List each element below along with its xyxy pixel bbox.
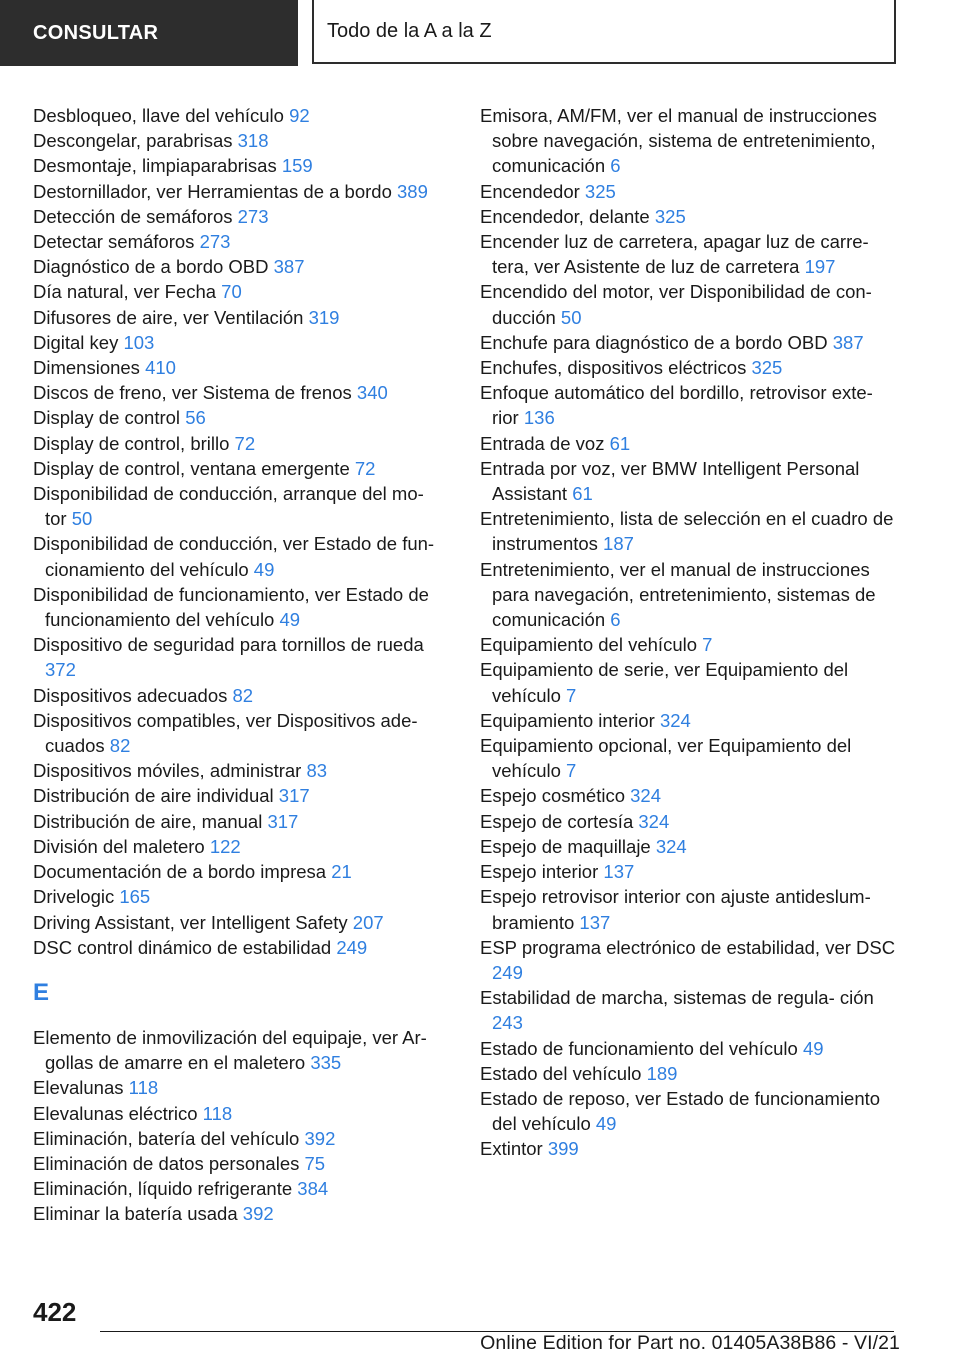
index-entry-term: Extintor [480, 1138, 543, 1160]
index-entry-term: Estabilidad de marcha, sistemas de regula‐ ción [480, 987, 874, 1009]
page-link[interactable]: 389 [397, 180, 428, 202]
index-entry-term: Estado del vehículo [480, 1062, 642, 1084]
index-entry [480, 809, 898, 834]
index-entry [33, 481, 448, 531]
index-entry-term: Equipamiento interior [480, 709, 655, 731]
index-entry [33, 1101, 448, 1126]
page-link[interactable]: 324 [655, 835, 687, 857]
index-entry [480, 657, 898, 707]
page-link[interactable]: 410 [145, 357, 176, 379]
index-entry-term: Encendedor, delante [480, 205, 650, 227]
page-link[interactable]: 49 [595, 1113, 617, 1135]
index-entry [480, 380, 898, 430]
index-entry [33, 834, 448, 859]
page-link[interactable]: 249 [336, 936, 368, 958]
index-entry [480, 783, 898, 808]
index-entry-term: Display de control, brillo [33, 432, 230, 454]
page-link[interactable]: 50 [71, 508, 93, 530]
page-link[interactable]: 319 [308, 306, 340, 328]
index-entry [33, 305, 448, 330]
page-link[interactable]: 56 [185, 407, 206, 429]
page-link[interactable]: 387 [832, 331, 864, 353]
index-entry [480, 935, 898, 985]
index-entry [480, 1036, 898, 1061]
page-link[interactable]: 372 [45, 659, 76, 681]
index-entry [480, 103, 898, 179]
index-entry [480, 985, 898, 1035]
index-entry-term: Dispositivos móviles, administrar [33, 760, 302, 782]
page-link[interactable]: 317 [267, 810, 299, 832]
index-entry [480, 834, 898, 859]
index-column-left [33, 103, 448, 1227]
index-entry-term: Elevalunas [33, 1077, 124, 1099]
index-entry [33, 103, 448, 128]
page-link[interactable]: 61 [572, 483, 593, 505]
page-link[interactable]: 325 [584, 180, 616, 202]
index-entry [33, 456, 448, 481]
index-entry-term: Eliminación de datos personales [33, 1152, 300, 1174]
index-entry [33, 128, 448, 153]
index-entry-term: Espejo cosmético [480, 785, 625, 807]
index-entry-term: Disponibilidad de conducción, ver Estado de fun‐ cionamiento del vehículo [33, 533, 435, 580]
index-entry [33, 582, 448, 632]
index-entry [33, 330, 448, 355]
page-link[interactable]: 122 [209, 835, 241, 857]
index-entry-term: Documentación de a bordo impresa [33, 861, 327, 883]
index-entry [480, 330, 898, 355]
page-link[interactable]: 340 [356, 382, 388, 404]
index-entry-term: Dispositivos adecuados [33, 684, 228, 706]
index-entry-term: Entretenimiento, ver el manual de instrucciones para navegación, entretenimiento, sistemas de comunicación [480, 558, 876, 631]
index-entry [480, 884, 898, 934]
page-link[interactable]: 187 [603, 533, 634, 555]
page-link[interactable]: 6 [610, 609, 621, 631]
index-entry-term: Dimensiones [33, 357, 140, 379]
index-entry [33, 809, 448, 834]
page-link[interactable]: 197 [804, 256, 836, 278]
page-link[interactable]: 7 [702, 634, 713, 656]
chapter-tab-label: Todo de la A a la Z [327, 19, 492, 42]
page-link[interactable]: 335 [310, 1052, 342, 1074]
index-entry [33, 1201, 448, 1226]
index-entry [33, 758, 448, 783]
page-link[interactable]: 399 [547, 1138, 579, 1160]
index-entry [33, 531, 448, 581]
index-entry [480, 431, 898, 456]
page-link[interactable]: 83 [306, 760, 328, 782]
page-link[interactable]: 118 [128, 1077, 159, 1099]
index-entry-term: Display de control, ventana emergente [33, 457, 350, 479]
page-link[interactable]: 159 [281, 155, 313, 177]
index-entry-term: Encender luz de carretera, apagar luz de carre‐ tera, ver Asistente de luz de carretera [480, 231, 869, 278]
section-tab[interactable] [0, 0, 298, 66]
index-entry-term: Espejo retrovisor interior con ajuste antideslum‐ bramiento [480, 886, 871, 933]
index-entry-term: Enfoque automático del bordillo, retrovisor exte‐ rior [480, 382, 873, 429]
index-entry-term: Emisora, AM/FM, ver el manual de instrucciones sobre navegación, sistema de entretenimiento, comunicación [480, 105, 877, 177]
index-entry [480, 1061, 898, 1086]
chapter-tab[interactable] [312, 0, 896, 64]
index-entry-term: Enchufes, dispositivos eléctricos [480, 357, 747, 379]
index-entry-term: Entretenimiento, lista de selección en el cuadro de instrumentos [480, 508, 894, 555]
page-link[interactable]: 136 [523, 407, 555, 429]
index-entry-term: Elevalunas eléctrico [33, 1102, 198, 1124]
index-entry-term: Eliminación, batería del vehículo [33, 1127, 300, 1149]
index-entry-term: Destornillador, ver Herramientas de a bordo [33, 180, 392, 202]
page-link[interactable]: 324 [630, 785, 661, 807]
index-entry [480, 708, 898, 733]
page-link[interactable]: 72 [234, 432, 256, 454]
index-entry [480, 1136, 898, 1161]
index-entry-term: Disponibilidad de conducción, arranque del mo‐ tor [33, 483, 424, 530]
index-entry [480, 506, 898, 556]
index-entry-term: Dispositivos compatibles, ver Dispositivos ade‐ cuados [33, 709, 418, 757]
page-link[interactable]: 318 [237, 130, 269, 152]
page-link[interactable]: 49 [802, 1037, 824, 1059]
index-entry-term: Descongelar, parabrisas [33, 130, 233, 152]
index-entry [33, 204, 448, 229]
page-link[interactable]: 72 [354, 457, 376, 479]
index-entry-term: Día natural, ver Fecha [33, 281, 217, 303]
page-link[interactable]: 392 [304, 1127, 336, 1149]
page-link[interactable]: 325 [654, 205, 686, 227]
page-link[interactable]: 207 [352, 911, 384, 933]
index-entry-term: Estado de reposo, ver Estado de funcionamiento del vehículo [480, 1087, 881, 1135]
page-link[interactable]: 243 [492, 1012, 523, 1034]
page-link[interactable]: 165 [119, 886, 151, 908]
page-link[interactable]: 92 [289, 105, 310, 126]
page-link[interactable]: 61 [609, 432, 631, 454]
section-tab-label: CONSULTAR [33, 21, 159, 44]
page-link[interactable]: 384 [297, 1178, 329, 1200]
index-entry [33, 1151, 448, 1176]
index-entry-term: Equipamiento opcional, ver Equipamiento del vehículo [480, 735, 852, 782]
index-entry-term: Distribución de aire, manual [33, 810, 263, 832]
index-entry [33, 708, 448, 758]
page-link[interactable]: 387 [273, 256, 305, 278]
section-letter: E [33, 978, 50, 1006]
index-entry [480, 179, 898, 204]
index-entry-term: Espejo de cortesía [480, 810, 634, 832]
index-entry [33, 254, 448, 279]
index-entry [33, 783, 448, 808]
page-link[interactable]: 7 [566, 760, 577, 782]
index-entry [33, 279, 448, 304]
index-entry-term: Espejo de maquillaje [480, 835, 651, 857]
index-entry-term: Entrada por voz, ver BMW Intelligent Personal Assistant [480, 457, 860, 505]
index-entry-term: Disponibilidad de funcionamiento, ver Estado de funcionamiento del vehículo [33, 583, 429, 631]
page-link[interactable]: 49 [253, 558, 275, 580]
index-entry [480, 733, 898, 783]
index-entry [480, 859, 898, 884]
page-link[interactable]: 82 [109, 735, 131, 757]
page-link[interactable]: 392 [242, 1203, 274, 1225]
index-entry [33, 1176, 448, 1201]
page-link[interactable]: 137 [603, 861, 635, 883]
index-entry-term: Detectar semáforos [33, 231, 195, 253]
page-link[interactable]: 82 [232, 684, 254, 706]
index-entry [33, 431, 448, 456]
index-entry-term: Encendido del motor, ver Disponibilidad de con‐ ducción [480, 281, 872, 328]
index-entry-term: Digital key [33, 331, 119, 353]
page-link[interactable]: 7 [566, 684, 577, 706]
page-link[interactable]: 325 [751, 357, 783, 379]
page-link[interactable]: 75 [304, 1152, 326, 1174]
index-entry-term: Dispositivo de seguridad para tornillos de rueda [33, 634, 424, 656]
page-link[interactable]: 189 [646, 1062, 678, 1084]
index-entry [33, 405, 448, 430]
page-link[interactable]: 118 [202, 1102, 233, 1124]
index-entry [480, 557, 898, 633]
index-entry [33, 380, 448, 405]
index-entry [33, 1025, 448, 1075]
index-entry-term: Difusores de aire, ver Ventilación [33, 306, 304, 328]
index-entry-term: Desmontaje, limpiaparabrisas [33, 155, 277, 177]
index-entry-term: Discos de freno, ver Sistema de frenos [33, 382, 352, 404]
index-entry-term: ESP programa electrónico de estabilidad, ver DSC [480, 936, 896, 958]
index-entry-term: División del maletero [33, 835, 205, 857]
footer-edition: Online Edition for Part no. 01405A38B86 - VI/21 [480, 1332, 900, 1354]
index-entry-term: DSC control dinámico de estabilidad [33, 936, 332, 958]
page-link[interactable]: 249 [492, 961, 523, 983]
index-entry-term: Eliminación, líquido refrigerante [33, 1178, 293, 1200]
index-entry [480, 229, 898, 279]
index-entry [33, 229, 448, 254]
page-link[interactable]: 273 [237, 205, 269, 227]
index-entry-term: Elemento de inmovilización del equipaje, ver Ar‐ gollas de amarre en el maletero [33, 1026, 427, 1074]
index-entry-term: Diagnóstico de a bordo OBD [33, 256, 269, 278]
index-entry-term: Drivelogic [33, 886, 115, 908]
index-entry [480, 1086, 898, 1136]
index-entry-term: Equipamiento del vehículo [480, 634, 698, 656]
page-link[interactable]: 137 [579, 911, 611, 933]
page-link[interactable]: 21 [331, 861, 352, 883]
page-header [0, 0, 960, 66]
index-entry [33, 910, 448, 935]
index-entry [33, 153, 448, 178]
index-entry [33, 884, 448, 909]
index-entry-term: Driving Assistant, ver Intelligent Safety [33, 911, 348, 933]
index-entry [480, 632, 898, 657]
index-entry-term: Enchufe para diagnóstico de a bordo OBD [480, 331, 828, 353]
index-entry-term: Desbloqueo, llave del vehículo [33, 105, 284, 126]
index-column-right [480, 103, 898, 1162]
index-entry [33, 1075, 448, 1100]
index-entry [33, 179, 448, 204]
index-entry-term: Encendedor [480, 180, 580, 202]
page-link[interactable]: 49 [279, 609, 301, 631]
index-entry-term: Detección de semáforos [33, 205, 233, 227]
index-entry [33, 683, 448, 708]
index-entry [33, 1126, 448, 1151]
page-link[interactable]: 317 [278, 785, 310, 807]
page-link[interactable]: 324 [659, 709, 691, 731]
page-link[interactable]: 70 [221, 281, 242, 303]
page-link[interactable]: 273 [199, 231, 231, 253]
index-entry-term: Estado de funcionamiento del vehículo [480, 1037, 798, 1059]
index-entry [480, 355, 898, 380]
index-entry [33, 935, 448, 960]
index-entry-term: Eliminar la batería usada [33, 1203, 238, 1225]
index-entry-term: Entrada de voz [480, 432, 605, 454]
index-entry [33, 355, 448, 380]
index-entry [33, 859, 448, 884]
index-entry [480, 204, 898, 229]
page-number: 422 [33, 1297, 77, 1327]
index-entry [480, 279, 898, 329]
page-link[interactable]: 324 [638, 810, 670, 832]
index-entry-term: Display de control [33, 407, 181, 429]
index-entry-term: Equipamiento de serie, ver Equipamiento del vehículo [480, 659, 849, 706]
page-link[interactable]: 6 [610, 155, 621, 177]
index-entry [480, 456, 898, 506]
page-link[interactable]: 50 [560, 306, 582, 328]
index-entry-term: Espejo interior [480, 861, 599, 883]
index-entry [33, 632, 448, 682]
page-link[interactable]: 103 [123, 331, 155, 353]
index-entry-term: Distribución de aire individual [33, 785, 274, 807]
